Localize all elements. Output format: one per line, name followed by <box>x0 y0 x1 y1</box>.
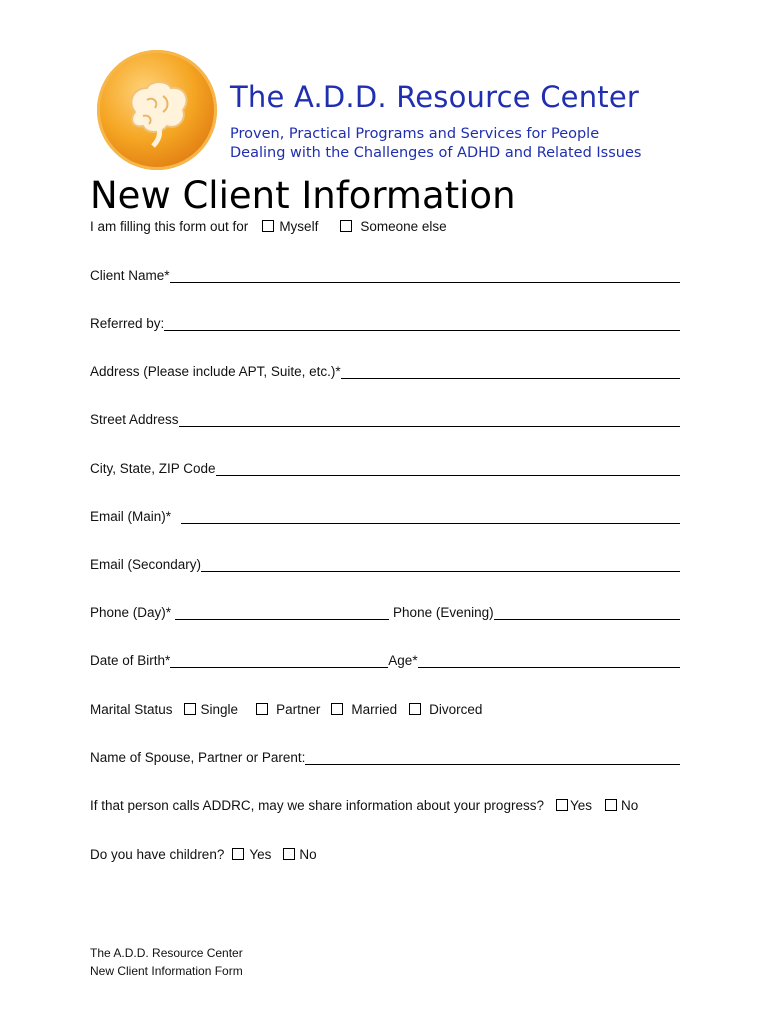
org-title: The A.D.D. Resource Center <box>230 80 640 114</box>
spouse-label: Name of Spouse, Partner or Parent: <box>90 750 306 765</box>
address-field[interactable] <box>341 362 680 379</box>
partner-option[interactable] <box>256 702 320 717</box>
children-no-checkbox[interactable] <box>283 848 295 860</box>
spouse-row <box>90 745 680 765</box>
myself-label: Myself <box>279 219 319 234</box>
brain-icon <box>97 50 217 170</box>
street-row <box>90 407 680 427</box>
email-secondary-row <box>90 552 680 572</box>
client-name-label: Client Name* <box>90 268 170 283</box>
email-secondary-field[interactable] <box>201 555 680 572</box>
dob-label: Date of Birth* <box>90 653 171 668</box>
street-field[interactable] <box>179 410 680 427</box>
share-no-label: No <box>621 798 639 813</box>
client-name-field[interactable] <box>170 266 680 283</box>
phone-day-label: Phone (Day)* <box>90 605 172 620</box>
city-state-zip-label: City, State, ZIP Code <box>90 461 216 476</box>
dob-age-row <box>90 648 680 668</box>
street-label: Street Address <box>90 412 179 427</box>
partner-label: Partner <box>276 702 321 717</box>
someone-else-option[interactable] <box>340 219 446 234</box>
someone-else-label: Someone else <box>360 219 447 234</box>
phone-day-field[interactable] <box>175 603 389 620</box>
client-name-row <box>90 263 680 283</box>
share-row <box>90 793 680 813</box>
referred-by-field[interactable] <box>164 314 680 331</box>
partner-checkbox[interactable] <box>256 703 268 715</box>
share-no-option[interactable] <box>605 798 638 813</box>
married-checkbox[interactable] <box>331 703 343 715</box>
email-main-row <box>90 504 680 524</box>
share-yes-label: Yes <box>569 798 592 813</box>
tagline-line-2: Dealing with the Challenges of ADHD and Related Issues <box>230 145 642 161</box>
referred-by-label: Referred by: <box>90 316 165 331</box>
address-row <box>90 359 680 379</box>
page-footer <box>90 944 243 980</box>
spouse-field[interactable] <box>305 748 680 765</box>
filling-for-label: I am filling this form out for <box>90 219 249 234</box>
footer-line-1: The A.D.D. Resource Center <box>90 946 243 960</box>
myself-option[interactable] <box>262 219 318 234</box>
children-no-option[interactable] <box>283 847 316 862</box>
age-label: Age* <box>388 653 418 668</box>
city-state-zip-row <box>90 456 680 476</box>
marital-row <box>90 697 680 717</box>
children-row <box>90 842 680 862</box>
children-no-label: No <box>299 847 317 862</box>
single-label: Single <box>200 702 239 717</box>
address-label: Address (Please include APT, Suite, etc.)* <box>90 364 341 379</box>
share-label: If that person calls ADDRC, may we share information about your progress? <box>90 798 544 813</box>
someone-else-checkbox[interactable] <box>340 220 352 232</box>
age-field[interactable] <box>418 651 680 668</box>
phone-evening-label: Phone (Evening) <box>393 605 494 620</box>
footer-line-2: New Client Information Form <box>90 964 243 978</box>
tagline-line-1: Proven, Practical Programs and Services for People <box>230 126 600 142</box>
email-secondary-label: Email (Secondary) <box>90 557 202 572</box>
filling-for-row <box>90 214 680 234</box>
children-label: Do you have children? <box>90 847 225 862</box>
city-state-zip-field[interactable] <box>216 459 680 476</box>
divorced-label: Divorced <box>429 702 483 717</box>
referred-by-row <box>90 311 680 331</box>
divorced-option[interactable] <box>409 702 482 717</box>
share-no-checkbox[interactable] <box>605 799 617 811</box>
org-tagline <box>230 125 641 163</box>
divorced-checkbox[interactable] <box>409 703 421 715</box>
children-yes-option[interactable] <box>232 847 271 862</box>
married-option[interactable] <box>331 702 397 717</box>
phone-row <box>90 600 680 620</box>
header-logo <box>97 50 667 175</box>
children-yes-label: Yes <box>249 847 272 862</box>
form-title: New Client Information <box>90 174 516 217</box>
married-label: Married <box>351 702 398 717</box>
email-main-field[interactable] <box>181 507 680 524</box>
share-yes-checkbox[interactable] <box>556 799 568 811</box>
children-yes-checkbox[interactable] <box>232 848 244 860</box>
phone-evening-field[interactable] <box>494 603 680 620</box>
single-checkbox[interactable] <box>184 703 196 715</box>
email-main-label: Email (Main)* <box>90 509 172 524</box>
marital-label: Marital Status <box>90 702 173 717</box>
myself-checkbox[interactable] <box>262 220 274 232</box>
dob-field[interactable] <box>170 651 388 668</box>
single-option[interactable] <box>184 702 239 717</box>
share-yes-option[interactable] <box>556 798 592 813</box>
